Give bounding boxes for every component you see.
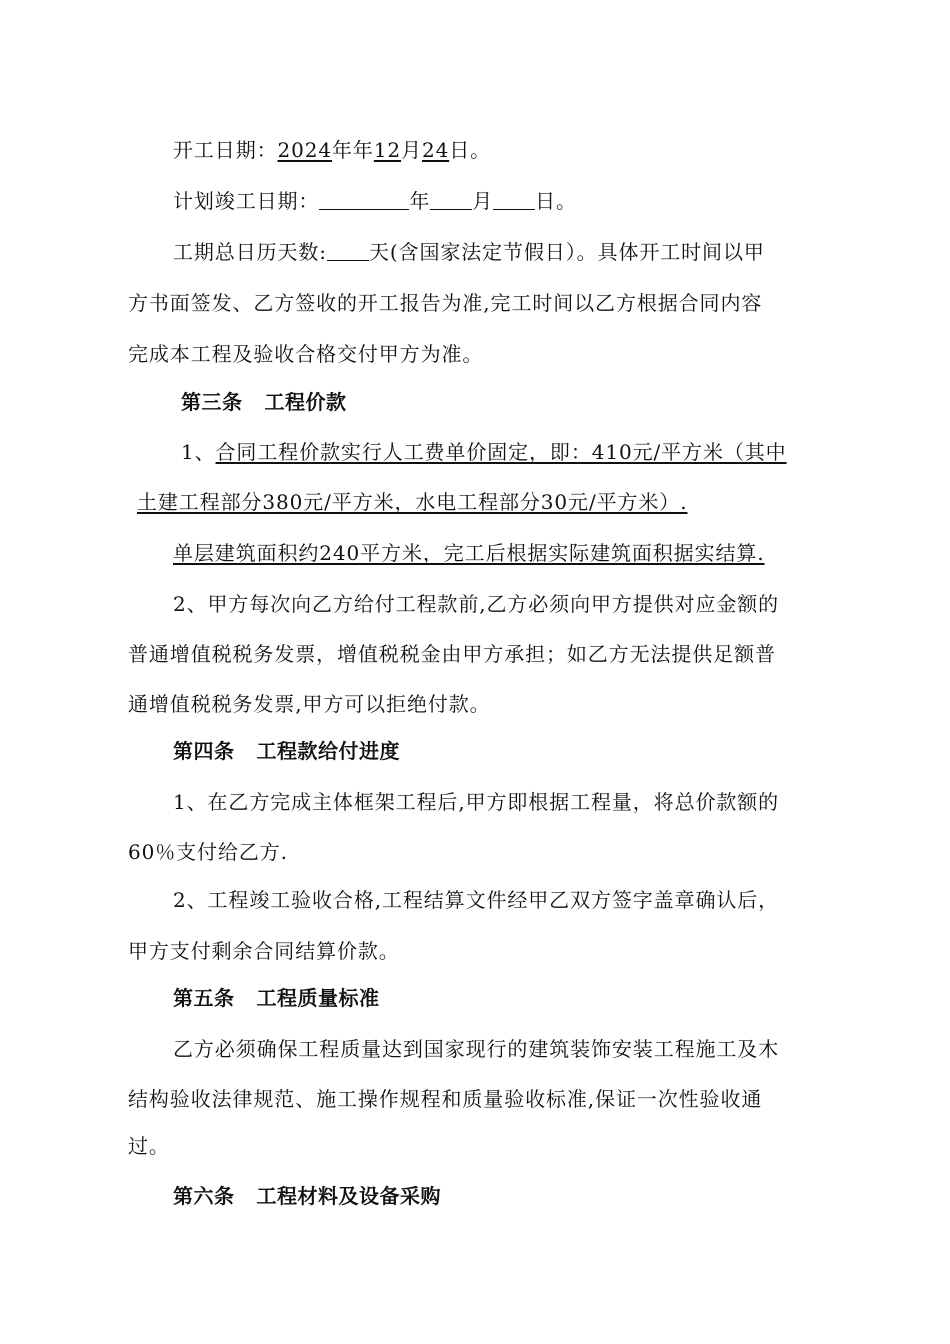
- end-date-line: [173, 189, 577, 213]
- article-3-p1-line1: [181, 440, 787, 464]
- article-5-heading: [173, 986, 380, 1010]
- duration-days-blank[interactable]: [327, 240, 369, 261]
- article-6-number: 第六条: [173, 1184, 235, 1208]
- start-day: 24: [421, 138, 450, 162]
- duration-line-1: [173, 240, 765, 264]
- article-6-title: 工程材料及设备采购: [256, 1184, 441, 1208]
- start-date-label: 开工日期：: [173, 138, 278, 162]
- start-year-unit: 年年: [332, 138, 374, 162]
- article-3-p2-line3: 通增值税税务发票,甲方可以拒绝付款。: [128, 692, 491, 716]
- article-4-p2-line2: 甲方支付剩余合同结算价款。: [128, 939, 400, 963]
- article-5-title: 工程质量标准: [256, 986, 380, 1010]
- article-4-p1-line2: 60％支付给乙方.: [128, 840, 288, 864]
- end-day-blank[interactable]: [493, 189, 535, 210]
- article-4-p1-line1: 1、在乙方完成主体框架工程后,甲方即根据工程量，将总价款额的: [173, 790, 780, 814]
- end-year-blank[interactable]: [319, 189, 409, 210]
- end-month-unit: 月: [472, 189, 494, 213]
- start-month: 12: [373, 138, 402, 162]
- duration-line-3: 完成本工程及验收合格交付甲方为准。: [128, 342, 484, 366]
- article-3-p2-line2: 普通增值税税务发票，增值税税金由甲方承担；如乙方无法提供足额普: [128, 642, 776, 666]
- article-3-title: 工程价款: [264, 390, 347, 414]
- start-year: 2024: [277, 138, 332, 162]
- end-date-label: 计划竣工日期：: [173, 189, 320, 213]
- article-3-p1-line3: 单层建筑面积约240平方米，完工后根据实际建筑面积据实结算.: [173, 541, 765, 565]
- article-5-p1-line3: 过。: [128, 1134, 170, 1158]
- end-year-unit: 年: [409, 189, 431, 213]
- article-3-p1-prefix: 1、: [181, 440, 216, 464]
- duration-rest: 天(含国家法定节假日）。具体开工时间以甲: [368, 240, 765, 264]
- article-3-p1-line2: 土建工程部分380元/平方米，水电工程部分30元/平方米）.: [137, 490, 688, 514]
- article-6-heading: [173, 1184, 441, 1208]
- article-4-heading: [173, 739, 400, 763]
- article-3-p2-line1: 2、甲方每次向乙方给付工程款前,乙方必须向甲方提供对应金额的: [173, 592, 780, 616]
- article-4-title: 工程款给付进度: [256, 739, 400, 763]
- article-3-heading: [181, 390, 347, 414]
- duration-line-2: 方书面签发、乙方签收的开工报告为准,完工时间以乙方根据合同内容: [128, 291, 763, 315]
- article-3-number: 第三条: [181, 390, 243, 414]
- duration-label: 工期总日历天数:: [173, 240, 327, 264]
- article-5-number: 第五条: [173, 986, 235, 1010]
- article-5-p1-line2: 结构验收法律规范、施工操作规程和质量验收标准,保证一次性验收通: [128, 1087, 763, 1111]
- start-day-unit: 日。: [449, 138, 492, 162]
- article-3-p1-text: 合同工程价款实行人工费单价固定，即：410元/平方米（其中: [215, 440, 787, 464]
- end-month-blank[interactable]: [430, 189, 472, 210]
- start-date-line: [173, 138, 491, 162]
- article-4-p2-line1: 2、工程竣工验收合格,工程结算文件经甲乙双方签字盖章确认后，: [173, 888, 780, 912]
- article-5-p1-line1: 乙方必须确保工程质量达到国家现行的建筑装饰安装工程施工及木: [173, 1037, 780, 1061]
- start-month-unit: 月: [401, 138, 422, 162]
- end-day-unit: 日。: [535, 189, 577, 213]
- article-4-number: 第四条: [173, 739, 235, 763]
